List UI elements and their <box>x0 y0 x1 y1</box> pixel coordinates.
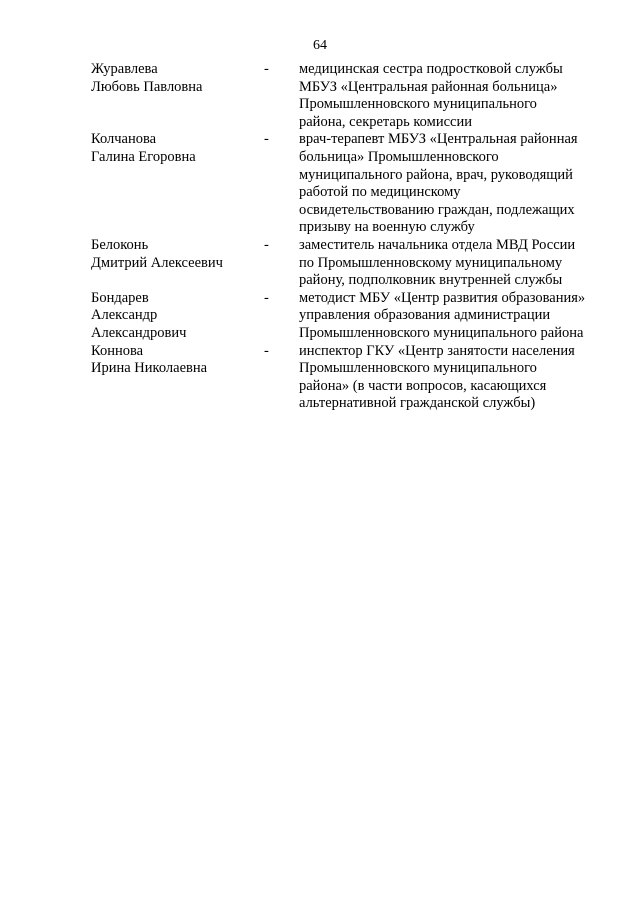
position-line: Промышленновского муниципального района <box>299 324 584 341</box>
member-row <box>91 343 611 413</box>
member-given-names: Ирина Николаевна <box>91 360 208 377</box>
member-row <box>91 237 611 290</box>
member-position <box>299 290 611 343</box>
dash-separator: - <box>264 236 269 253</box>
position-line: методист МБУ «Центр развития образования» <box>299 289 586 306</box>
position-line: медицинская сестра подростковой службы <box>299 61 563 77</box>
position-line: больница» Промышленновского <box>299 148 499 165</box>
position-line: по Промышленновскому муниципальному <box>299 254 563 271</box>
member-given-names: Галина Егоровна <box>91 148 196 165</box>
member-patronymic: Александрович <box>91 324 187 341</box>
position-line: альтернативной гражданской службы) <box>299 395 536 412</box>
position-line: Промышленновского муниципального <box>299 360 537 377</box>
position-line: инспектор ГКУ «Центр занятости населения <box>299 342 575 359</box>
position-line: Промышленновского муниципального <box>299 96 537 113</box>
position-line: управления образования администрации <box>299 307 551 324</box>
dash-separator: - <box>264 61 269 77</box>
member-surname: Коннова <box>91 342 144 359</box>
position-line: врач-терапевт МБУЗ «Центральная районная <box>299 131 578 148</box>
position-line: освидетельствованию граждан, подлежащих <box>299 201 575 218</box>
member-name <box>91 237 264 272</box>
commission-member-list <box>91 61 611 413</box>
member-row <box>91 290 611 343</box>
position-line: призыву на военную службу <box>299 219 475 236</box>
member-position <box>299 61 611 131</box>
member-surname: Журавлева <box>91 61 158 77</box>
position-line: района» (в части вопросов, касающихся <box>299 377 547 394</box>
member-name <box>91 61 264 96</box>
member-surname: Белоконь <box>91 236 149 253</box>
member-given-names: Дмитрий Алексеевич <box>91 254 223 271</box>
page-number: 64 <box>313 38 327 53</box>
member-surname: Бондарев <box>91 289 149 306</box>
member-name <box>91 343 264 378</box>
member-given-names: Любовь Павловна <box>91 78 203 95</box>
member-name <box>91 131 264 166</box>
position-line: района, секретарь комиссии <box>299 113 472 130</box>
member-given-name: Александр <box>91 307 158 324</box>
member-position <box>299 131 611 237</box>
dash-separator: - <box>264 342 269 359</box>
member-surname: Колчанова <box>91 131 157 148</box>
member-row <box>91 131 611 237</box>
dash-separator: - <box>264 131 269 148</box>
position-line: заместитель начальника отдела МВД России <box>299 236 576 253</box>
position-line: МБУЗ «Центральная районная больница» <box>299 78 558 95</box>
member-position <box>299 237 611 290</box>
member-position <box>299 343 611 413</box>
dash-separator: - <box>264 289 269 306</box>
position-line: муниципального района, врач, руководящий <box>299 166 573 183</box>
member-row <box>91 61 611 131</box>
member-name <box>91 290 264 343</box>
position-line: работой по медицинскому <box>299 184 461 201</box>
position-line: району, подполковник внутренней службы <box>299 272 563 289</box>
